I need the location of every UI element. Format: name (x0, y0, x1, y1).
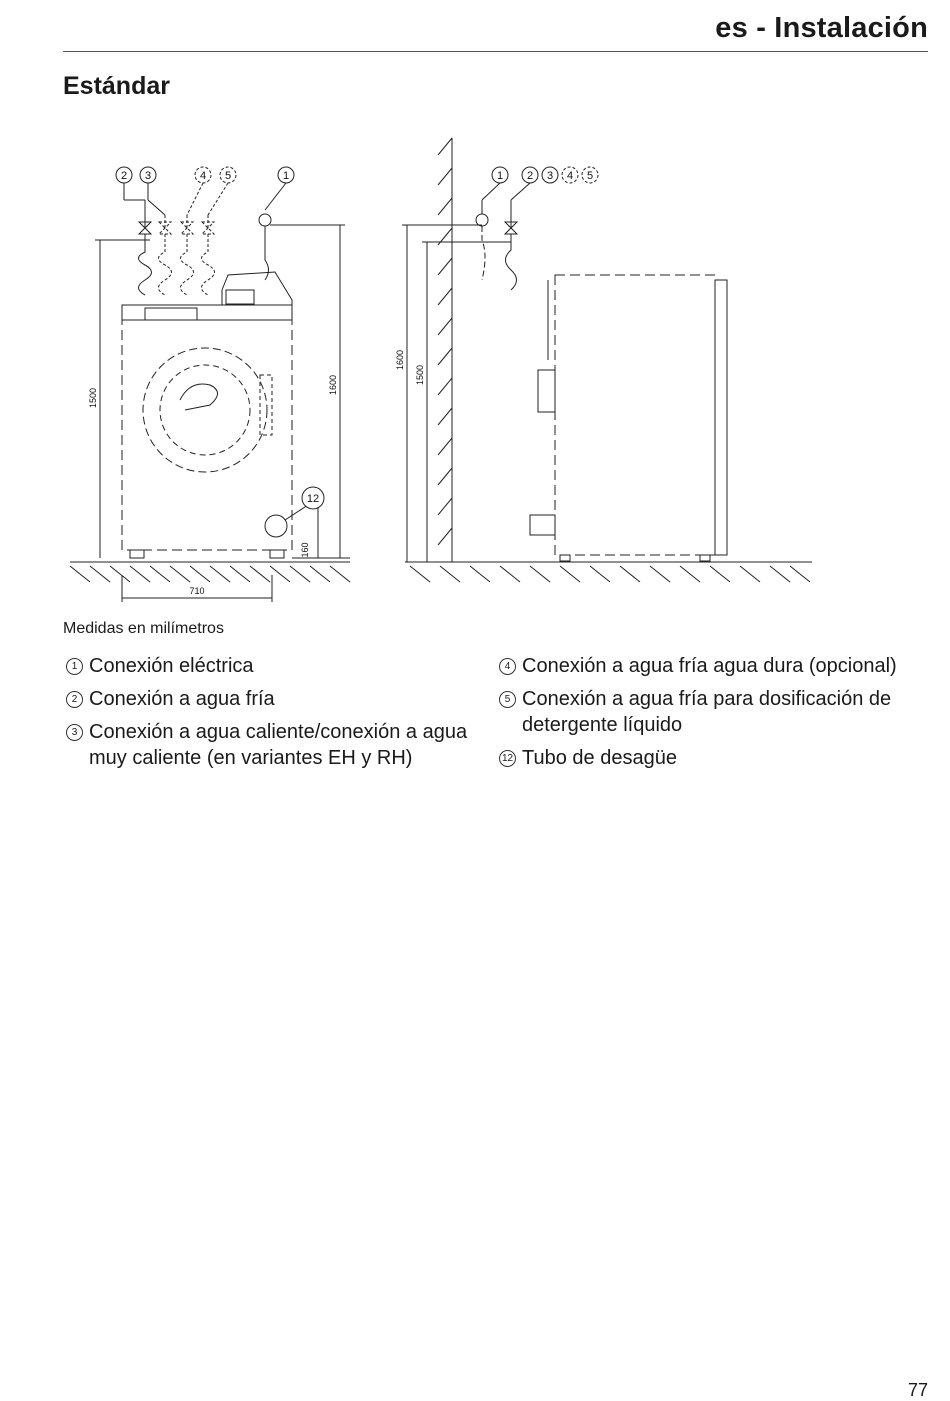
callout-4: 4 (566, 170, 574, 182)
callout-4: 4 (199, 170, 207, 182)
dim-160: 160 (300, 542, 310, 558)
dim-710: 710 (189, 586, 205, 596)
front-view-floor (70, 562, 350, 582)
callout-5: 5 (224, 170, 232, 182)
legend-text: Tubo de desagüe (522, 747, 677, 769)
legend-text: Conexión a agua fría (89, 688, 275, 710)
page-number: 77 (907, 1380, 928, 1400)
callout-3: 3 (546, 170, 554, 182)
legend-number: 1 (66, 658, 83, 675)
side-view-machine (530, 275, 727, 561)
callout-12: 12 (306, 493, 320, 505)
callout-2: 2 (120, 170, 128, 182)
callout-5: 5 (586, 170, 594, 182)
front-view-water-pipes (139, 200, 272, 295)
callout-2: 2 (526, 170, 534, 182)
legend-text: Conexión a agua fría para dosificación de detergente líquido (522, 688, 892, 736)
legend-number: 5 (499, 691, 516, 708)
page-header-title: es - Instalación (715, 12, 928, 44)
legend-text: Conexión a agua fría agua dura (opcional) (522, 655, 897, 677)
side-view-wall (438, 138, 452, 562)
front-view-dimensions (95, 225, 350, 602)
diagram-caption: Medidas en milímetros (63, 620, 224, 637)
callout-3: 3 (144, 170, 152, 182)
side-view-dimensions (402, 225, 511, 562)
legend-item (496, 745, 926, 771)
side-view-floor (405, 562, 812, 582)
header-divider (63, 51, 928, 52)
legend-right (496, 653, 926, 778)
front-view-machine (122, 272, 292, 558)
dim-1600-front: 1600 (328, 374, 338, 396)
legend-text: Conexión a agua caliente/conexión a agua muy caliente (en variantes EH y RH) (89, 721, 468, 769)
dim-1500-side: 1500 (415, 364, 425, 386)
legend-number: 2 (66, 691, 83, 708)
section-title: Estándar (63, 72, 170, 100)
legend-item (63, 719, 488, 771)
callout-1: 1 (282, 170, 290, 182)
legend-left (63, 653, 488, 778)
dim-1600-side: 1600 (395, 349, 405, 371)
legend-item (63, 686, 488, 712)
legend-number: 3 (66, 724, 83, 741)
legend-item (496, 686, 926, 738)
legend-number: 12 (499, 750, 516, 767)
side-view-pipes (476, 200, 517, 290)
legend-text: Conexión eléctrica (89, 655, 254, 677)
legend-item (496, 653, 926, 679)
legend-item (63, 653, 488, 679)
callout-1: 1 (496, 170, 504, 182)
legend-number: 4 (499, 658, 516, 675)
installation-diagram (60, 130, 820, 610)
dim-1500-front: 1500 (88, 387, 98, 409)
